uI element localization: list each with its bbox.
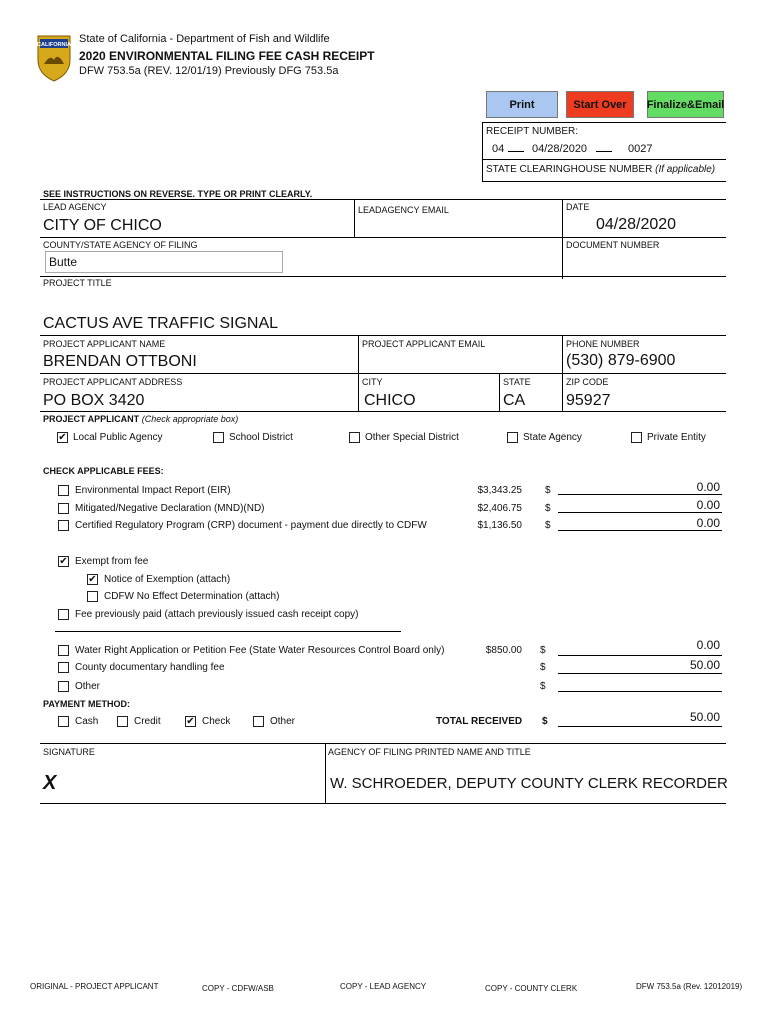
notice-of-exemption-checkbox[interactable]: ✔ xyxy=(88,574,97,585)
mnd-checkbox[interactable] xyxy=(58,503,69,514)
receipt-prefix: 04 xyxy=(492,143,505,155)
crp-label: Certified Regulatory Program (CRP) document - payment due directly to CDFW xyxy=(75,520,427,531)
county-value: Butte xyxy=(49,255,78,269)
crp-amount[interactable]: 0.00 xyxy=(696,516,720,530)
instructions: SEE INSTRUCTIONS ON REVERSE. TYPE OR PRINT CLEARLY. xyxy=(43,189,313,199)
county-input[interactable] xyxy=(45,251,283,273)
crp-rate: $1,136.50 xyxy=(477,520,522,531)
check-checkbox[interactable]: ✔ xyxy=(186,716,195,727)
date-value[interactable]: 04/28/2020 xyxy=(596,216,677,233)
mnd-amount[interactable]: 0.00 xyxy=(696,498,720,512)
other-special-district-checkbox[interactable] xyxy=(349,432,360,443)
notice-of-exemption-label: Notice of Exemption (attach) xyxy=(104,574,231,585)
lead-agency-value[interactable]: CITY OF CHICO xyxy=(43,217,162,234)
other-special-district-label: Other Special District xyxy=(365,432,459,443)
lead-agency-email-label: LEADAGENCY EMAIL xyxy=(358,205,449,215)
address-value[interactable]: PO BOX 3420 xyxy=(43,392,145,409)
footer-original: ORIGINAL - PROJECT APPLICANT xyxy=(30,982,159,991)
city-label: CITY xyxy=(362,377,383,387)
other-fee-dollar: $ xyxy=(540,681,546,692)
water-right-rate: $850.00 xyxy=(485,645,522,656)
eir-label: Environmental Impact Report (EIR) xyxy=(75,485,231,496)
city-value[interactable]: CHICO xyxy=(364,392,416,409)
credit-checkbox[interactable] xyxy=(117,716,128,727)
fee-previously-paid-checkbox[interactable] xyxy=(58,609,69,620)
applicant-email-label: PROJECT APPLICANT EMAIL xyxy=(362,339,486,349)
footer-copy-cdfw: COPY - CDFW/ASB xyxy=(202,984,274,993)
local-public-agency-checkbox[interactable]: ✔ xyxy=(58,432,67,443)
exempt-label: Exempt from fee xyxy=(75,556,149,567)
eir-dollar: $ xyxy=(545,485,551,496)
total-received-value[interactable]: 50.00 xyxy=(689,710,720,724)
receipt-suffix: 0027 xyxy=(628,143,653,155)
county-label: COUNTY/STATE AGENCY OF FILING xyxy=(43,240,198,250)
seal-text: CALIFORNIA xyxy=(37,42,71,48)
applicant-name-value[interactable]: BRENDAN OTTBONI xyxy=(43,353,197,370)
eir-amount[interactable]: 0.00 xyxy=(696,480,720,494)
start-over-button[interactable]: Start Over xyxy=(566,91,634,118)
agency-name-label: AGENCY OF FILING PRINTED NAME AND TITLE xyxy=(328,747,531,757)
exempt-checkbox[interactable]: ✔ xyxy=(59,556,68,567)
signature-label: SIGNATURE xyxy=(43,747,95,757)
water-right-dollar: $ xyxy=(540,645,546,656)
state-label: STATE xyxy=(503,377,531,387)
local-public-agency-label: Local Public Agency xyxy=(73,432,163,443)
crp-dollar: $ xyxy=(545,520,551,531)
mnd-label: Mitigated/Negative Declaration (MND)(ND) xyxy=(75,503,265,514)
agency-header: State of California - Department of Fish and Wildlife xyxy=(79,33,330,45)
form-subtitle: DFW 753.5a (REV. 12/01/19) Previously DFG 753.5a xyxy=(79,65,339,77)
state-agency-checkbox[interactable] xyxy=(507,432,518,443)
footer-form-id: DFW 753.5a (Rev. 12012019) xyxy=(636,982,743,991)
clearinghouse-label xyxy=(486,164,715,175)
other-fee-checkbox[interactable] xyxy=(58,681,69,692)
other-payment-checkbox[interactable] xyxy=(253,716,264,727)
cash-checkbox[interactable] xyxy=(58,716,69,727)
applicant-type-label: PROJECT APPLICANT xyxy=(43,414,140,424)
water-right-checkbox[interactable] xyxy=(58,645,69,656)
receipt-number-label: RECEIPT NUMBER: xyxy=(486,126,579,137)
footer-copy-lead: COPY - LEAD AGENCY xyxy=(340,982,427,991)
print-button[interactable]: Print xyxy=(486,91,558,118)
phone-label: PHONE NUMBER xyxy=(566,339,640,349)
water-right-amount[interactable]: 0.00 xyxy=(696,638,720,652)
state-value[interactable]: CA xyxy=(503,392,526,409)
county-handling-checkbox[interactable] xyxy=(58,662,69,673)
other-payment-label: Other xyxy=(270,716,296,727)
total-received-label: TOTAL RECEIVED xyxy=(436,716,523,727)
cash-label: Cash xyxy=(75,716,99,727)
state-agency-label: State Agency xyxy=(523,432,582,443)
zip-label: ZIP CODE xyxy=(566,377,609,387)
cdfw-no-effect-label: CDFW No Effect Determination (attach) xyxy=(104,591,280,602)
phone-area: (530) xyxy=(566,352,604,369)
finalize-email-button[interactable]: Finalize&Email xyxy=(647,91,724,118)
document-number-label: DOCUMENT NUMBER xyxy=(566,240,660,250)
mnd-rate: $2,406.75 xyxy=(477,503,522,514)
agency-name-value[interactable]: W. SCHROEDER, DEPUTY COUNTY CLERK RECORDER xyxy=(330,775,728,792)
california-seal-logo xyxy=(36,34,72,82)
applicant-type-note: (Check appropriate box) xyxy=(141,414,239,424)
fees-heading: CHECK APPLICABLE FEES: xyxy=(43,466,164,476)
credit-label: Credit xyxy=(134,716,161,727)
other-fee-label: Other xyxy=(75,681,101,692)
crp-checkbox[interactable] xyxy=(58,520,69,531)
check-label: Check xyxy=(202,716,231,727)
page-title: 2020 ENVIRONMENTAL FILING FEE CASH RECEIPT xyxy=(79,49,375,63)
clearinghouse-label-text: STATE CLEARINGHOUSE NUMBER xyxy=(486,164,653,175)
lead-agency-label: LEAD AGENCY xyxy=(43,202,107,212)
project-title-label: PROJECT TITLE xyxy=(43,278,112,288)
water-right-label: Water Right Application or Petition Fee (State Water Resources Control Board only) xyxy=(75,645,445,656)
total-dollar: $ xyxy=(542,716,548,727)
county-handling-dollar: $ xyxy=(540,662,546,673)
eir-checkbox[interactable] xyxy=(58,485,69,496)
private-entity-checkbox[interactable] xyxy=(631,432,642,443)
zip-value[interactable]: 95927 xyxy=(566,392,611,409)
date-label: DATE xyxy=(566,202,590,212)
footer-copy-county: COPY - COUNTY CLERK xyxy=(485,984,578,993)
fee-previously-paid-label: Fee previously paid (attach previously issued cash receipt copy) xyxy=(75,609,359,620)
school-district-label: School District xyxy=(229,432,293,443)
cdfw-no-effect-checkbox[interactable] xyxy=(87,591,98,602)
county-handling-amount[interactable]: 50.00 xyxy=(689,658,720,672)
mnd-dollar: $ xyxy=(545,503,551,514)
applicant-type-heading xyxy=(43,414,238,424)
clearinghouse-note: (If applicable) xyxy=(655,164,716,175)
county-handling-label: County documentary handling fee xyxy=(75,662,225,673)
receipt-date: 04/28/2020 xyxy=(532,143,588,155)
project-title-value[interactable]: CACTUS AVE TRAFFIC SIGNAL xyxy=(43,315,279,332)
eir-rate: $3,343.25 xyxy=(477,485,522,496)
signature-mark: X xyxy=(43,772,57,794)
payment-method-heading: PAYMENT METHOD: xyxy=(43,699,131,709)
address-label: PROJECT APPLICANT ADDRESS xyxy=(43,377,183,387)
phone-value[interactable] xyxy=(566,352,675,370)
school-district-checkbox[interactable] xyxy=(213,432,224,443)
applicant-name-label: PROJECT APPLICANT NAME xyxy=(43,339,166,349)
phone-number: 879-6900 xyxy=(607,352,676,369)
private-entity-label: Private Entity xyxy=(647,432,706,443)
